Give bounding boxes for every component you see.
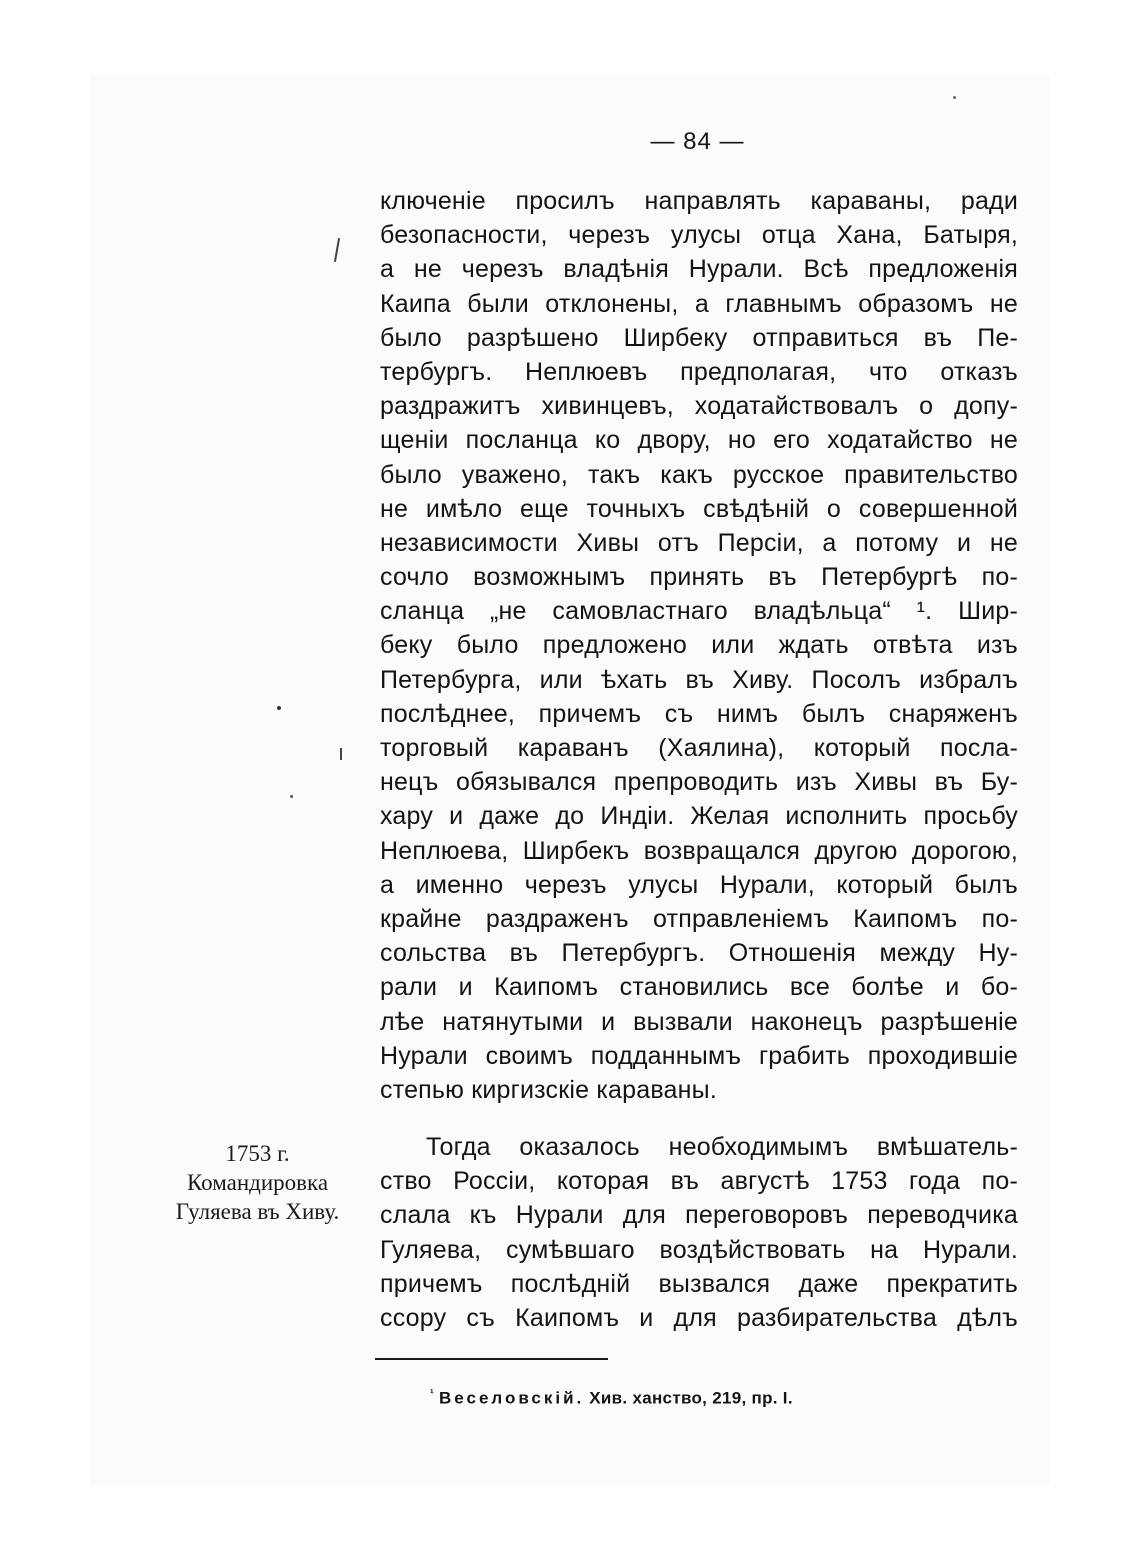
second-paragraph [380,1130,1018,1335]
text-line: Нурали своимъ подданнымъ грабить проходившіе [380,1041,1018,1070]
text-line: щеніи посланца ко двору, но его ходатайство не [380,426,1018,455]
scan-mark [277,706,281,710]
text-line: а не черезъ владѣнія Нурали. Всѣ предложенія [380,255,1018,284]
scan-mark [340,748,342,760]
text-line: беку было предложено или ждать отвѣта изъ [380,631,1018,660]
margin-note-year: 1753 г. [225,1141,290,1166]
text-line: нецъ обязывался препроводить изъ Хивы въ Бу- [380,768,1018,797]
text-line: Петербурга, или ѣхать въ Хиву. Посолъ избралъ [380,665,1018,694]
scan-mark [953,96,956,99]
text-line: сольства въ Петербургъ. Отношенія между Ну- [380,939,1018,968]
text-line: слала къ Нурали для переговоровъ переводчика [380,1201,1018,1230]
margin-note [150,1139,365,1226]
text-line: было разрѣшено Ширбеку отправиться въ Пе- [380,323,1018,352]
text-line: сланца „не самовластнаго владѣльца“ ¹. Шир- [380,597,1018,626]
footnote-text: Хив. ханство, 219, пр. I. [589,1388,793,1408]
text-line: ссору съ Каипомъ и для разбирательства дѣлъ [380,1303,1018,1332]
text-line: степью киргизскіе караваны. [380,1075,717,1104]
page-number: — 84 — [650,128,745,155]
text-line: Тогда оказалось необходимымъ вмѣшатель- [426,1133,1018,1161]
margin-note-line: Гуляева въ Хиву. [175,1199,340,1224]
text-line: независимости Хивы отъ Персіи, а потому и не [380,528,1018,557]
text-line: рали и Каипомъ становились все болѣе и бо- [380,973,1018,1002]
footnote-author: Веселовскій. [439,1388,585,1408]
text-line: Каипа были отклонены, а главнымъ образомъ не [380,289,1018,318]
text-line: послѣднее, причемъ съ нимъ былъ снаряженъ [380,699,1018,728]
text-line: торговый караванъ (Хаялина), который посла- [380,734,1018,762]
text-line: Гуляева, сумѣвшаго воздѣйствовать на Нурали. [380,1235,1018,1264]
text-line: не имѣло еще точныхъ свѣдѣній о совершенной [380,494,1018,523]
text-line: раздражитъ хивинцевъ, ходатайствовалъ о допу- [380,392,1018,421]
footnote-rule [375,1358,608,1360]
text-line: крайне раздраженъ отправленіемъ Каипомъ по- [380,904,1018,933]
text-line: хару и даже до Индіи. Желая исполнить просьбу [380,802,1018,831]
text-line: лѣе натянутыми и вызвали наконецъ разрѣшеніе [380,1007,1018,1036]
text-line: а именно черезъ улусы Нурали, который былъ [380,870,1018,899]
text-line: тербургъ. Неплюевъ предполагая, что отказъ [380,357,1018,386]
footnote-marker: ¹ [430,1388,434,1400]
text-line: было уважено, такъ какъ русское правительство [380,460,1018,489]
text-line: Неплюева, Ширбекъ возвращался другою дорогою, [380,836,1018,865]
text-line: сочло возможнымъ принять въ Петербургѣ по- [380,563,1018,592]
text-line: ключеніе просилъ направлять караваны, ради [380,187,1018,215]
text-line: причемъ послѣдній вызвался даже прекратить [380,1269,1018,1298]
footnote [430,1388,793,1409]
text-line: безопасности, черезъ улусы отца Хана, Батыря, [380,221,1018,250]
scan-mark [290,795,293,798]
main-paragraph [380,184,1018,1107]
margin-note-line: Командировка [186,1170,329,1195]
text-line: ство Россіи, которая въ августѣ 1753 года по- [380,1167,1018,1196]
